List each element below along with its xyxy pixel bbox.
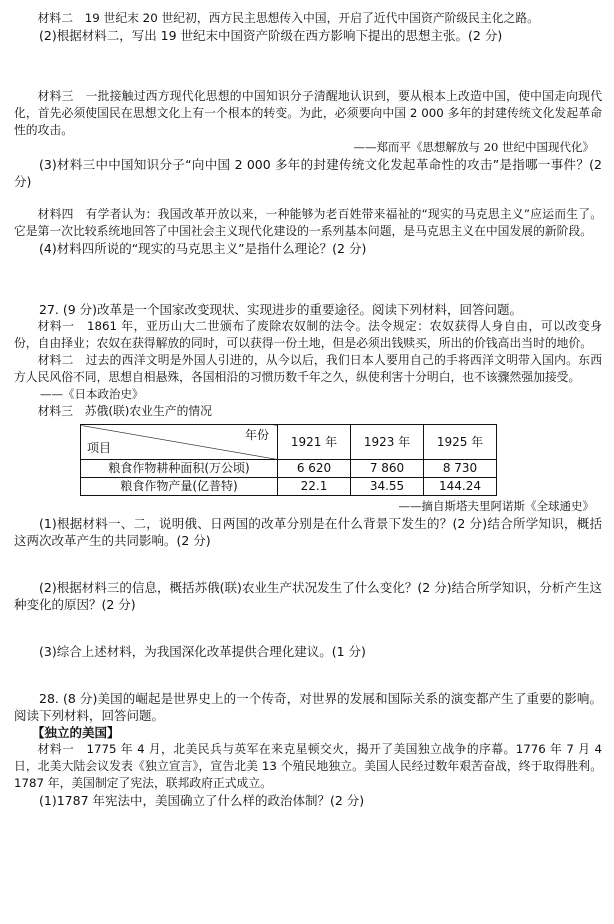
table-cell: 7 860 bbox=[351, 460, 424, 478]
table-corner-header bbox=[81, 425, 278, 460]
table-cell: 6 620 bbox=[278, 460, 351, 478]
q27-subquestion-1: (1)根据材料一、二，说明俄、日两国的改革分别是在什么背景下发生的？(2 分)结合所学知识，概括这两次改革产生的共同影响。(2 分) bbox=[14, 516, 602, 548]
table-row bbox=[81, 460, 497, 478]
table-cell: 144.24 bbox=[424, 478, 497, 496]
q27-subquestion-2: (2)根据材料三的信息，概括苏俄(联)农业生产状况发生了什么变化？(2 分)结合所学知识，分析产生这种变化的原因？(2 分) bbox=[14, 580, 602, 612]
agriculture-table bbox=[80, 424, 497, 496]
year-header: 1925 年 bbox=[424, 425, 497, 460]
material-4-text: 材料四 有学者认为：我国改革开放以来，一种能够为老百姓带来福祉的“现实的马克思主义”应运而生了。它是第一次比较系统地回答了中国社会主义现代化建设的一系列基本问题，是马克思主义在中国发展的新阶段。 bbox=[14, 207, 602, 238]
material-3-source: ——郑而平《思想解放与 20 世纪中国现代化》 bbox=[353, 140, 594, 154]
material-3-text: 材料三 一批接触过西方现代化思想的中国知识分子清醒地认识到，要从根本上改造中国，使中国走向现代化，首先必须使国民在思想文化上有一个根本的转变。为此，必须要向中国 2 000 多年的封建传统文化发起革命性的攻击。 bbox=[14, 89, 602, 137]
question-2: (2)根据材料二，写出 19 世纪末中国资产阶级在西方影响下提出的思想主张。(2 分) bbox=[39, 28, 503, 43]
exam-page bbox=[14, 10, 602, 809]
question-3: (3)材料三中中国知识分子“向中国 2 000 多年的封建传统文化发起革命性的攻击”是指哪一事件？(2 分) bbox=[14, 157, 602, 189]
header-item-label: 项目 bbox=[87, 441, 112, 455]
question-27-intro: 27. (9 分)改革是一个国家改变现状、实现进步的重要途径。阅读下列材料，回答问题。 bbox=[39, 302, 523, 317]
header-year-label: 年份 bbox=[244, 428, 269, 442]
year-header: 1923 年 bbox=[351, 425, 424, 460]
q27-material-2: 材料二 过去的西洋文明是外国人引进的，从今以后，我们日本人要用自己的手将西洋文明带入国内。东西方人民风俗不同，思想自相悬殊，各国相沿的习惯历数千年之久，纵使利害十分明白，也不该骤然强加接受。 bbox=[14, 353, 602, 384]
question-28-intro: 28. (8 分)美国的崛起是世界史上的一个传奇，对世界的发展和国际关系的演变都产生了重要的影响。阅读下列材料，回答问题。 bbox=[14, 691, 602, 723]
q27-material-3-title: 材料三 苏俄(联)农业生产的情况 bbox=[37, 404, 212, 418]
row-label: 粮食作物产量(亿普特) bbox=[81, 478, 278, 496]
material-2-text: 材料二 19 世纪末 20 世纪初，西方民主思想传入中国，开启了近代中国资产阶级民主化之路。 bbox=[37, 11, 539, 25]
q27-subquestion-3: (3)综合上述材料，为我国深化改革提供合理化建议。(1 分) bbox=[39, 644, 366, 659]
table-cell: 22.1 bbox=[278, 478, 351, 496]
year-header: 1921 年 bbox=[278, 425, 351, 460]
q28-section-heading: 【独立的美国】 bbox=[32, 725, 120, 740]
row-label: 粮食作物耕种面积(万公顷) bbox=[81, 460, 278, 478]
q27-material-2-source: ——《日本政治史》 bbox=[40, 387, 144, 401]
table-source: ——摘自斯塔夫里阿诺斯《全球通史》 bbox=[398, 499, 594, 513]
table-header-row bbox=[81, 425, 497, 460]
table-row bbox=[81, 478, 497, 496]
q27-material-1: 材料一 1861 年，亚历山大二世颁布了废除农奴制的法令。法令规定：农奴获得人身自由，可以改变身份，自由择业；农奴在获得解放的同时，可以获得一份土地，但是必须出钱赎买，所出的价钱高出当时的地价。 bbox=[14, 319, 602, 350]
q28-material-1: 材料一 1775 年 4 月，北美民兵与英军在来克星顿交火，揭开了美国独立战争的序幕。1776 年 7 月 4 日，北美大陆会议发表《独立宣言》，宣告北美 13 个殖民地独立。美国人民经过数年艰苦奋战，终于取得胜利。1787 年，美国制定了宪法，联邦政府正式成立。 bbox=[14, 742, 602, 790]
table-cell: 34.55 bbox=[351, 478, 424, 496]
q28-subquestion-1: (1)1787 年宪法中，美国确立了什么样的政治体制？(2 分) bbox=[39, 793, 365, 808]
table-cell: 8 730 bbox=[424, 460, 497, 478]
question-4: (4)材料四所说的“现实的马克思主义”是指什么理论？(2 分) bbox=[39, 241, 367, 256]
